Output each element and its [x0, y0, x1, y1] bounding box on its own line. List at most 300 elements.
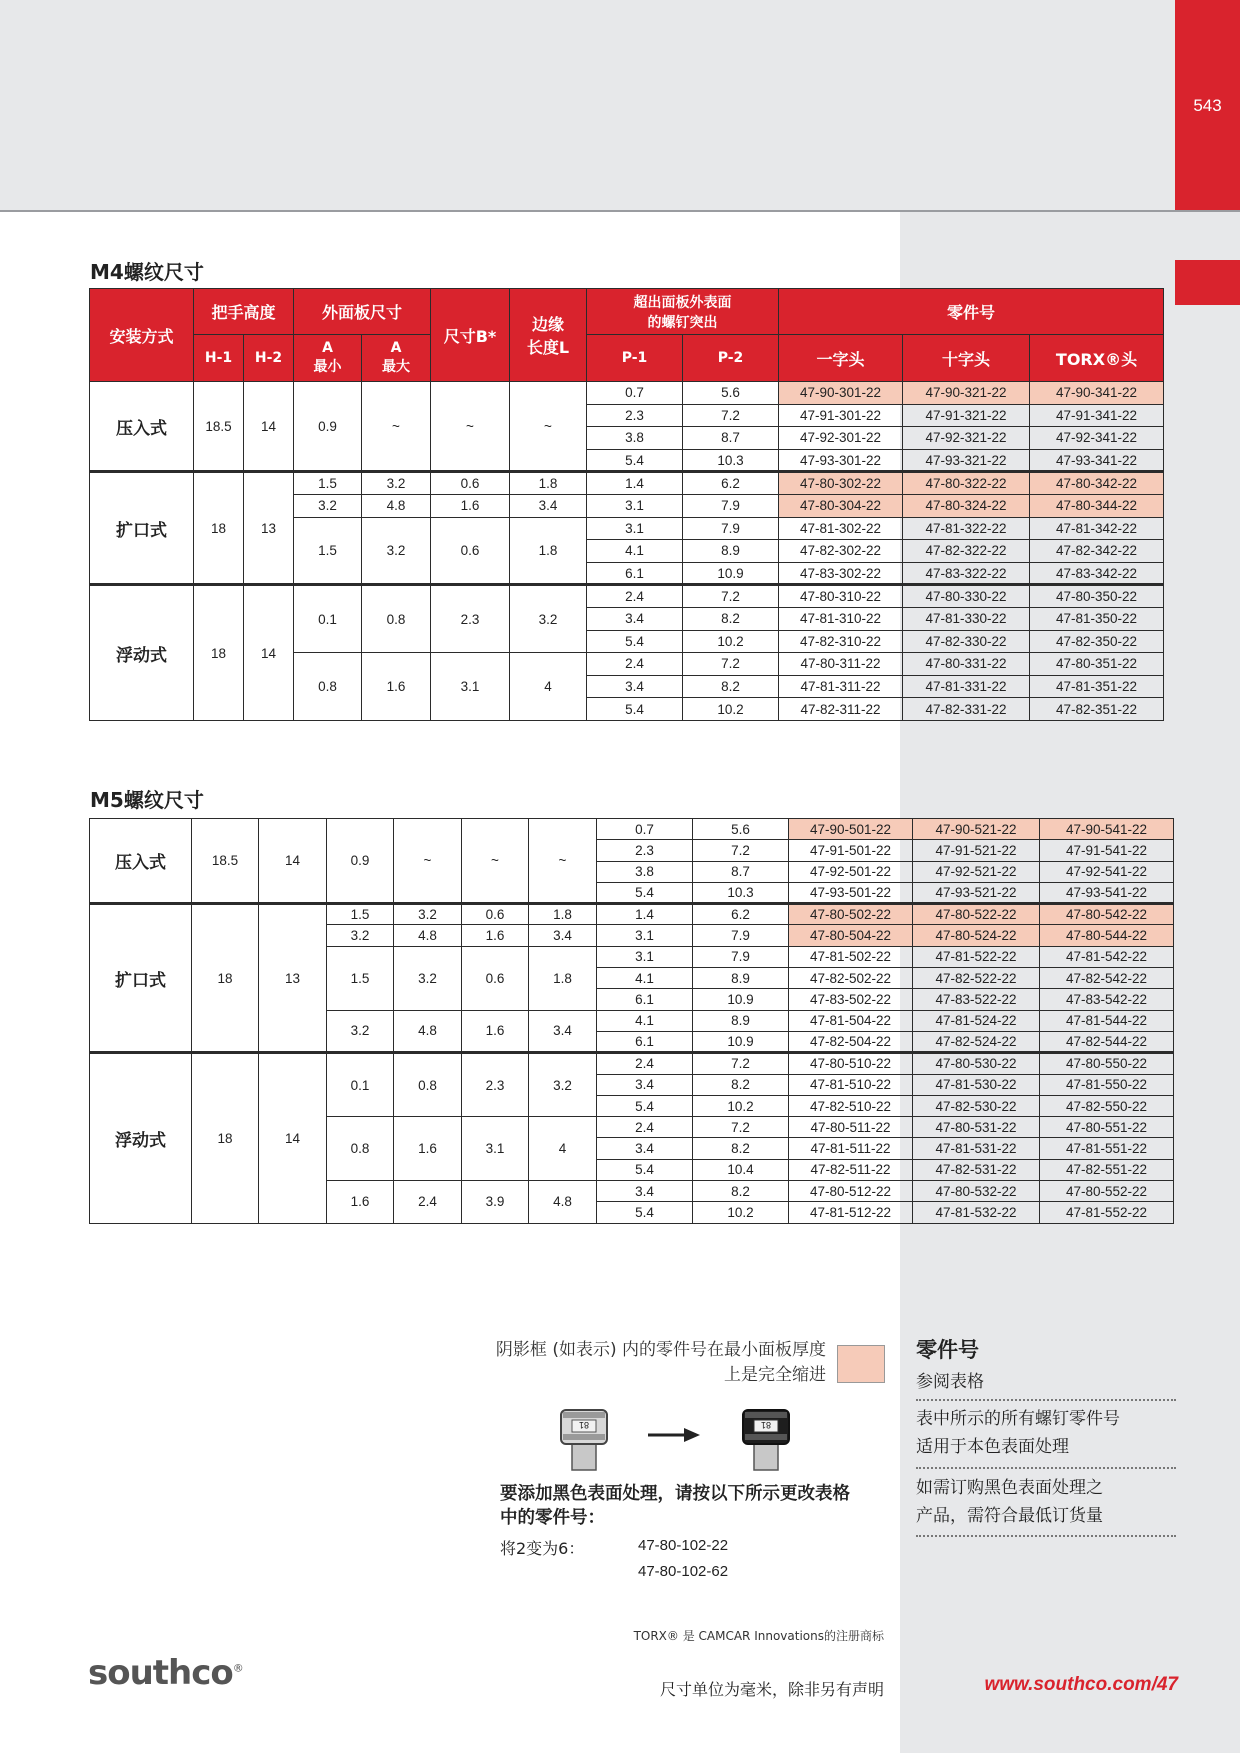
h1-cell: 18 [194, 472, 244, 585]
phillips-part-number-cell: 47-82-531-22 [913, 1159, 1040, 1180]
p1-cell: 3.1 [597, 925, 693, 946]
torx-part-number-cell: 47-83-542-22 [1040, 989, 1174, 1010]
m5-spec-table [89, 818, 1174, 1224]
edge-length-cell: ~ [510, 382, 587, 472]
header-h1: H-1 [194, 335, 244, 382]
slot-part-number-cell: 47-82-502-22 [789, 968, 913, 989]
p1-cell: 6.1 [587, 562, 683, 585]
sidebar-item-black-finish [916, 1474, 1176, 1530]
black-finish-note-line2: 中的零件号： [500, 1508, 605, 1528]
slot-part-number-cell: 47-81-504-22 [789, 1010, 913, 1031]
torx-part-number-cell: 47-80-542-22 [1040, 904, 1174, 925]
slot-part-number-cell: 47-80-510-22 [789, 1053, 913, 1074]
sidebar-divider [916, 1399, 1176, 1401]
southco-logo [88, 1653, 243, 1693]
torx-part-number-cell: 47-82-544-22 [1040, 1031, 1174, 1052]
a-max-cell: 3.2 [394, 946, 462, 1010]
legend-line1: 阴影框 (如表示) 内的零件号在最小面板厚度 [495, 1340, 826, 1360]
slot-part-number-cell: 47-80-310-22 [779, 585, 903, 608]
sidebar-item-natural-line1: 表中所示的所有螺钉零件号 [916, 1409, 1120, 1429]
edge-length-cell: ~ [529, 819, 597, 904]
h2-cell: 14 [259, 1053, 327, 1223]
slot-part-number-cell: 47-80-502-22 [789, 904, 913, 925]
h1-cell: 18.5 [192, 819, 259, 904]
slot-part-number-cell: 47-92-501-22 [789, 861, 913, 882]
torx-part-number-cell: 47-80-544-22 [1040, 925, 1174, 946]
a-min-cell: 3.2 [327, 925, 394, 946]
p1-cell: 5.4 [587, 698, 683, 721]
a-min-cell: 0.8 [294, 653, 362, 721]
phillips-part-number-cell: 47-83-322-22 [903, 562, 1030, 585]
phillips-part-number-cell: 47-81-522-22 [913, 946, 1040, 967]
p1-cell: 2.4 [597, 1117, 693, 1138]
a-min-cell: 1.5 [327, 904, 394, 925]
slot-part-number-cell: 47-91-301-22 [779, 404, 903, 427]
a-min-cell: 3.2 [327, 1010, 394, 1053]
part-number-before: 47-80-102-22 [638, 1537, 729, 1554]
header-edge-line2: 长度L [526, 338, 570, 357]
slot-part-number-cell: 47-82-311-22 [779, 698, 903, 721]
p1-cell: 3.1 [587, 494, 683, 517]
a-max-cell: 3.2 [362, 472, 431, 495]
p1-cell: 5.4 [597, 1159, 693, 1180]
slot-part-number-cell: 47-82-511-22 [789, 1159, 913, 1180]
h2-cell: 14 [244, 382, 294, 472]
phillips-part-number-cell: 47-92-521-22 [913, 861, 1040, 882]
phillips-part-number-cell: 47-82-331-22 [903, 698, 1030, 721]
phillips-part-number-cell: 47-90-321-22 [903, 382, 1030, 405]
a-max-cell: 4.8 [362, 494, 431, 517]
slot-part-number-cell: 47-81-512-22 [789, 1202, 913, 1223]
torx-part-number-cell: 47-82-351-22 [1030, 698, 1164, 721]
p1-cell: 3.1 [597, 946, 693, 967]
torx-part-number-cell: 47-81-350-22 [1030, 607, 1164, 630]
torx-part-number-cell: 47-93-541-22 [1040, 882, 1174, 903]
sidebar-divider [916, 1535, 1176, 1537]
black-finish-note [500, 1482, 900, 1530]
header-handle-height: 把手高度 [194, 289, 294, 335]
a-min-cell: 0.9 [294, 382, 362, 472]
page-number: 543 [1193, 96, 1222, 115]
header-band [0, 0, 1240, 212]
a-min-cell: 1.5 [327, 946, 394, 1010]
p2-cell: 10.9 [683, 562, 779, 585]
p1-cell: 2.4 [587, 653, 683, 676]
h2-cell: 13 [244, 472, 294, 585]
slot-part-number-cell: 47-81-510-22 [789, 1074, 913, 1095]
slot-part-number-cell: 47-90-301-22 [779, 382, 903, 405]
torx-part-number-cell: 47-92-541-22 [1040, 861, 1174, 882]
dim-b-cell: 3.9 [462, 1181, 529, 1224]
torx-part-number-cell: 47-80-350-22 [1030, 585, 1164, 608]
arrow-right-icon [646, 1425, 702, 1445]
slot-part-number-cell: 47-90-501-22 [789, 819, 913, 840]
torx-part-number-cell: 47-91-341-22 [1030, 404, 1164, 427]
mount-type-cell: 压入式 [90, 382, 194, 472]
black-finish-knob-icon [740, 1406, 792, 1472]
phillips-part-number-cell: 47-81-532-22 [913, 1202, 1040, 1223]
phillips-part-number-cell: 47-80-522-22 [913, 904, 1040, 925]
sidebar-item-black-line1: 如需订购黑色表面处理之 [916, 1478, 1103, 1498]
p2-cell: 10.4 [693, 1159, 789, 1180]
part-number-after: 47-80-102-62 [638, 1563, 729, 1580]
edge-length-cell: 3.4 [529, 925, 597, 946]
edge-length-cell: 1.8 [510, 517, 587, 585]
legend-line2: 上是完全缩进 [724, 1365, 826, 1385]
torx-part-number-cell: 47-90-341-22 [1030, 382, 1164, 405]
a-min-cell: 0.9 [327, 819, 394, 904]
phillips-part-number-cell: 47-80-330-22 [903, 585, 1030, 608]
section-tab [1175, 260, 1240, 305]
torx-part-number-cell: 47-81-544-22 [1040, 1010, 1174, 1031]
natural-finish-knob-icon [558, 1406, 610, 1472]
p2-cell: 7.2 [683, 585, 779, 608]
a-max-cell: 2.4 [394, 1181, 462, 1224]
table-row [90, 472, 1164, 495]
a-min-cell: 1.5 [294, 517, 362, 585]
a-max-cell: 0.8 [362, 585, 431, 653]
phillips-part-number-cell: 47-81-330-22 [903, 607, 1030, 630]
dim-b-cell: ~ [431, 382, 510, 472]
p1-cell: 5.4 [597, 1095, 693, 1116]
logo-text: southco [88, 1653, 233, 1693]
torx-part-number-cell: 47-80-351-22 [1030, 653, 1164, 676]
p1-cell: 6.1 [597, 989, 693, 1010]
phillips-part-number-cell: 47-83-522-22 [913, 989, 1040, 1010]
p1-cell: 2.4 [587, 585, 683, 608]
h1-cell: 18 [194, 585, 244, 721]
edge-length-cell: 3.4 [529, 1010, 597, 1053]
p2-cell: 8.2 [683, 675, 779, 698]
units-note: 尺寸单位为毫米，除非另有声明 [659, 1680, 884, 1699]
black-finish-note-line1: 要添加黑色表面处理，请按以下所示更改表格 [500, 1484, 850, 1504]
torx-part-number-cell: 47-81-351-22 [1030, 675, 1164, 698]
header-install: 安装方式 [90, 289, 194, 382]
header-p2: P-2 [683, 335, 779, 382]
m4-section-title: M4螺纹尺寸 [90, 260, 204, 284]
slot-part-number-cell: 47-91-501-22 [789, 840, 913, 861]
phillips-part-number-cell: 47-91-521-22 [913, 840, 1040, 861]
table-row [90, 904, 1174, 925]
edge-length-cell: 3.2 [510, 585, 587, 653]
phillips-part-number-cell: 47-91-321-22 [903, 404, 1030, 427]
slot-part-number-cell: 47-82-302-22 [779, 540, 903, 563]
edge-length-cell: 3.2 [529, 1053, 597, 1117]
mount-type-cell: 扩口式 [90, 472, 194, 585]
dim-b-cell: 2.3 [462, 1053, 529, 1117]
edge-length-cell: 1.8 [529, 946, 597, 1010]
h1-cell: 18 [192, 904, 259, 1053]
a-max-cell: 3.2 [362, 517, 431, 585]
a-min-cell: 0.8 [327, 1117, 394, 1181]
slot-part-number-cell: 47-83-502-22 [789, 989, 913, 1010]
sidebar-title: 零件号 [916, 1338, 979, 1362]
a-max-cell: 1.6 [362, 653, 431, 721]
p1-cell: 5.4 [587, 630, 683, 653]
torx-part-number-cell: 47-82-551-22 [1040, 1159, 1174, 1180]
slot-part-number-cell: 47-92-301-22 [779, 427, 903, 450]
p2-cell: 7.2 [693, 1117, 789, 1138]
h2-cell: 14 [259, 819, 327, 904]
torx-part-number-cell: 47-82-350-22 [1030, 630, 1164, 653]
slot-part-number-cell: 47-81-302-22 [779, 517, 903, 540]
dim-b-cell: 3.1 [462, 1117, 529, 1181]
header-slot-head: 一字头 [779, 335, 903, 382]
a-min-cell: 3.2 [294, 494, 362, 517]
mount-type-cell: 扩口式 [90, 904, 192, 1053]
trademark-note: TORX® 是 CAMCAR Innovations的注册商标 [633, 1629, 884, 1643]
header-edge-line1: 边缘 [531, 315, 564, 334]
dim-b-cell: 2.3 [431, 585, 510, 653]
dim-b-cell: 0.6 [431, 472, 510, 495]
p2-cell: 10.2 [683, 630, 779, 653]
p1-cell: 1.4 [587, 472, 683, 495]
phillips-part-number-cell: 47-81-331-22 [903, 675, 1030, 698]
torx-part-number-cell: 47-81-542-22 [1040, 946, 1174, 967]
header-protrusion [587, 289, 779, 335]
torx-part-number-cell: 47-82-542-22 [1040, 968, 1174, 989]
change-label: 将2变为6： [500, 1539, 585, 1558]
p1-cell: 2.3 [597, 840, 693, 861]
p2-cell: 10.3 [693, 882, 789, 903]
h1-cell: 18.5 [194, 382, 244, 472]
p1-cell: 5.4 [587, 449, 683, 472]
dim-b-cell: 0.6 [431, 517, 510, 585]
p2-cell: 7.9 [693, 925, 789, 946]
p2-cell: 7.9 [683, 517, 779, 540]
header-a-min-line1: A [322, 340, 333, 356]
phillips-part-number-cell: 47-81-524-22 [913, 1010, 1040, 1031]
p1-cell: 0.7 [587, 382, 683, 405]
header-panel-size: 外面板尺寸 [294, 289, 431, 335]
header-dim-b: 尺寸B* [431, 289, 510, 382]
p2-cell: 10.9 [693, 989, 789, 1010]
h2-cell: 14 [244, 585, 294, 721]
phillips-part-number-cell: 47-80-530-22 [913, 1053, 1040, 1074]
torx-part-number-cell: 47-81-552-22 [1040, 1202, 1174, 1223]
slot-part-number-cell: 47-80-511-22 [789, 1117, 913, 1138]
legend-highlight-swatch [837, 1345, 885, 1383]
header-a-min [294, 335, 362, 382]
dim-b-cell: 1.6 [462, 925, 529, 946]
p1-cell: 6.1 [597, 1031, 693, 1052]
p1-cell: 5.4 [597, 1202, 693, 1223]
phillips-part-number-cell: 47-81-322-22 [903, 517, 1030, 540]
header-h2: H-2 [244, 335, 294, 382]
dim-b-cell: ~ [462, 819, 529, 904]
p2-cell: 8.2 [683, 607, 779, 630]
header-torx-head: TORX®头 [1030, 335, 1164, 382]
phillips-part-number-cell: 47-80-532-22 [913, 1181, 1040, 1202]
p1-cell: 4.1 [597, 968, 693, 989]
slot-part-number-cell: 47-81-310-22 [779, 607, 903, 630]
mount-type-cell: 浮动式 [90, 1053, 192, 1223]
phillips-part-number-cell: 47-93-321-22 [903, 449, 1030, 472]
p2-cell: 8.7 [693, 861, 789, 882]
phillips-part-number-cell: 47-93-521-22 [913, 882, 1040, 903]
p1-cell: 3.4 [587, 675, 683, 698]
torx-part-number-cell: 47-80-344-22 [1030, 494, 1164, 517]
slot-part-number-cell: 47-81-502-22 [789, 946, 913, 967]
header-part-number: 零件号 [779, 289, 1164, 335]
a-min-cell: 1.6 [327, 1181, 394, 1224]
p1-cell: 1.4 [597, 904, 693, 925]
m5-section-title: M5螺纹尺寸 [90, 788, 204, 812]
p1-cell: 3.4 [587, 607, 683, 630]
torx-part-number-cell: 47-83-342-22 [1030, 562, 1164, 585]
website-link[interactable]: www.southco.com/47 [984, 1674, 1178, 1695]
torx-part-number-cell: 47-80-550-22 [1040, 1053, 1174, 1074]
p2-cell: 7.2 [693, 1053, 789, 1074]
torx-part-number-cell: 47-81-342-22 [1030, 517, 1164, 540]
slot-part-number-cell: 47-81-511-22 [789, 1138, 913, 1159]
p2-cell: 8.2 [693, 1074, 789, 1095]
torx-part-number-cell: 47-81-550-22 [1040, 1074, 1174, 1095]
m4-spec-table [89, 288, 1164, 721]
phillips-part-number-cell: 47-80-324-22 [903, 494, 1030, 517]
header-p1: P-1 [587, 335, 683, 382]
slot-part-number-cell: 47-93-501-22 [789, 882, 913, 903]
p2-cell: 7.9 [683, 494, 779, 517]
a-max-cell: 3.2 [394, 904, 462, 925]
dim-b-cell: 0.6 [462, 904, 529, 925]
p2-cell: 8.9 [693, 1010, 789, 1031]
p2-cell: 6.2 [693, 904, 789, 925]
slot-part-number-cell: 47-80-311-22 [779, 653, 903, 676]
phillips-part-number-cell: 47-80-322-22 [903, 472, 1030, 495]
p1-cell: 3.4 [597, 1138, 693, 1159]
slot-part-number-cell: 47-82-310-22 [779, 630, 903, 653]
p2-cell: 10.2 [693, 1202, 789, 1223]
header-protrusion-line2: 的螺钉突出 [647, 314, 718, 331]
p1-cell: 4.1 [587, 540, 683, 563]
slot-part-number-cell: 47-93-301-22 [779, 449, 903, 472]
p2-cell: 10.9 [693, 1031, 789, 1052]
h2-cell: 13 [259, 904, 327, 1053]
phillips-part-number-cell: 47-80-531-22 [913, 1117, 1040, 1138]
torx-part-number-cell: 47-80-551-22 [1040, 1117, 1174, 1138]
dim-b-cell: 3.1 [431, 653, 510, 721]
sidebar-item-see-table: 参阅表格 [916, 1372, 984, 1392]
p1-cell: 2.4 [597, 1053, 693, 1074]
logo-registered-mark: ® [232, 1661, 243, 1675]
p2-cell: 5.6 [683, 382, 779, 405]
sidebar-item-natural-line2: 适用于本色表面处理 [916, 1437, 1069, 1457]
p2-cell: 8.7 [683, 427, 779, 450]
p1-cell: 3.4 [597, 1181, 693, 1202]
phillips-part-number-cell: 47-80-331-22 [903, 653, 1030, 676]
p2-cell: 7.9 [693, 946, 789, 967]
knob-label: 81 [578, 1420, 590, 1430]
phillips-part-number-cell: 47-82-524-22 [913, 1031, 1040, 1052]
torx-part-number-cell: 47-80-552-22 [1040, 1181, 1174, 1202]
torx-part-number-cell: 47-82-342-22 [1030, 540, 1164, 563]
legend-text [420, 1338, 826, 1388]
p1-cell: 4.1 [597, 1010, 693, 1031]
phillips-part-number-cell: 47-90-521-22 [913, 819, 1040, 840]
p1-cell: 3.8 [587, 427, 683, 450]
p2-cell: 7.2 [683, 653, 779, 676]
table-row [90, 1053, 1174, 1074]
edge-length-cell: 1.8 [529, 904, 597, 925]
p2-cell: 8.2 [693, 1181, 789, 1202]
phillips-part-number-cell: 47-82-522-22 [913, 968, 1040, 989]
sidebar-item-natural-finish [916, 1405, 1176, 1461]
phillips-part-number-cell: 47-81-530-22 [913, 1074, 1040, 1095]
slot-part-number-cell: 47-82-504-22 [789, 1031, 913, 1052]
dim-b-cell: 1.6 [462, 1010, 529, 1053]
p2-cell: 10.2 [693, 1095, 789, 1116]
slot-part-number-cell: 47-83-302-22 [779, 562, 903, 585]
edge-length-cell: 4 [529, 1117, 597, 1181]
slot-part-number-cell: 47-80-504-22 [789, 925, 913, 946]
p2-cell: 7.2 [693, 840, 789, 861]
a-max-cell: ~ [362, 382, 431, 472]
sidebar-item-black-line2: 产品，需符合最低订货量 [916, 1506, 1103, 1526]
table-row [90, 585, 1164, 608]
a-max-cell: 4.8 [394, 925, 462, 946]
edge-length-cell: 4 [510, 653, 587, 721]
p2-cell: 8.9 [693, 968, 789, 989]
phillips-part-number-cell: 47-81-531-22 [913, 1138, 1040, 1159]
sidebar-divider [916, 1467, 1176, 1469]
p2-cell: 8.2 [693, 1138, 789, 1159]
edge-length-cell: 3.4 [510, 494, 587, 517]
slot-part-number-cell: 47-80-512-22 [789, 1181, 913, 1202]
header-a-min-line2: 最小 [313, 359, 342, 375]
a-max-cell: 0.8 [394, 1053, 462, 1117]
slot-part-number-cell: 47-80-302-22 [779, 472, 903, 495]
torx-part-number-cell: 47-80-342-22 [1030, 472, 1164, 495]
a-max-cell: 1.6 [394, 1117, 462, 1181]
torx-part-number-cell: 47-81-551-22 [1040, 1138, 1174, 1159]
torx-part-number-cell: 47-92-341-22 [1030, 427, 1164, 450]
dim-b-cell: 1.6 [431, 494, 510, 517]
a-max-cell: ~ [394, 819, 462, 904]
h1-cell: 18 [192, 1053, 259, 1223]
a-min-cell: 0.1 [294, 585, 362, 653]
table-row [90, 382, 1164, 405]
phillips-part-number-cell: 47-80-524-22 [913, 925, 1040, 946]
phillips-part-number-cell: 47-82-322-22 [903, 540, 1030, 563]
p1-cell: 3.4 [597, 1074, 693, 1095]
header-a-max-line1: A [390, 340, 402, 356]
table-row [90, 819, 1174, 840]
p2-cell: 6.2 [683, 472, 779, 495]
p1-cell: 2.3 [587, 404, 683, 427]
header-protrusion-line1: 超出面板外表面 [633, 294, 732, 311]
a-max-cell: 4.8 [394, 1010, 462, 1053]
torx-part-number-cell: 47-82-550-22 [1040, 1095, 1174, 1116]
header-phillips-head: 十字头 [903, 335, 1030, 382]
phillips-part-number-cell: 47-92-321-22 [903, 427, 1030, 450]
p1-cell: 0.7 [597, 819, 693, 840]
a-min-cell: 0.1 [327, 1053, 394, 1117]
header-a-max-line2: 最大 [382, 359, 410, 375]
header-edge-length [510, 289, 587, 382]
edge-length-cell: 1.8 [510, 472, 587, 495]
slot-part-number-cell: 47-81-311-22 [779, 675, 903, 698]
edge-length-cell: 4.8 [529, 1181, 597, 1224]
torx-part-number-cell: 47-91-541-22 [1040, 840, 1174, 861]
torx-part-number-cell: 47-90-541-22 [1040, 819, 1174, 840]
mount-type-cell: 压入式 [90, 819, 192, 904]
p1-cell: 5.4 [597, 882, 693, 903]
phillips-part-number-cell: 47-82-330-22 [903, 630, 1030, 653]
slot-part-number-cell: 47-82-510-22 [789, 1095, 913, 1116]
p2-cell: 10.2 [683, 698, 779, 721]
p2-cell: 7.2 [683, 404, 779, 427]
